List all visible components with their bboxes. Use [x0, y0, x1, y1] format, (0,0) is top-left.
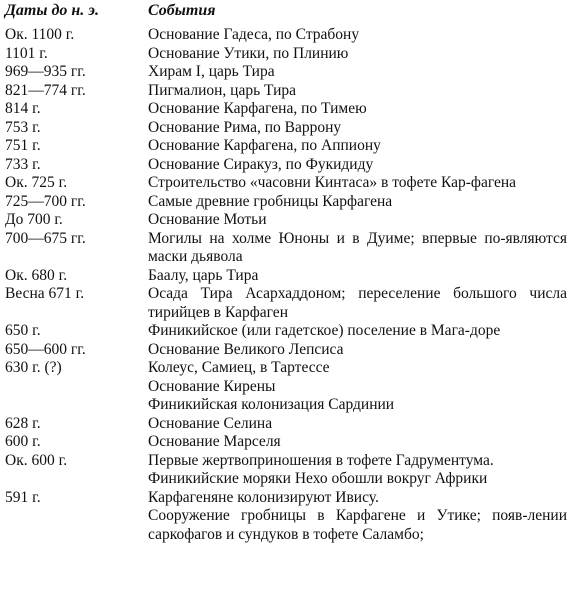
table-row	[5, 267, 567, 286]
row-date: 650 г.	[5, 322, 41, 339]
table-row	[5, 359, 567, 378]
row-event: Основание Карфагена, по Тимею	[148, 100, 367, 117]
chronology-table	[5, 0, 567, 544]
row-event: Основание Рима, по Варрону	[148, 118, 342, 136]
row-date	[5, 396, 148, 415]
row-date	[5, 378, 148, 397]
table-row	[5, 174, 567, 193]
row-event: Основание Гадеса, по Страбону	[148, 26, 360, 43]
row-date: 814 г.	[5, 100, 41, 117]
table-row	[5, 378, 567, 397]
row-date: 753 г.	[5, 118, 41, 136]
row-date	[5, 507, 148, 544]
row-event: Самые древние гробницы Карфагена	[148, 192, 393, 210]
row-date: Ок. 1100 г.	[5, 26, 75, 43]
row-date: 733 г.	[5, 155, 41, 173]
row-event: Колеус, Самиец, в Тартессе	[148, 359, 330, 376]
row-event: Основание Утики, по Плинию	[148, 44, 349, 62]
table-row	[5, 230, 567, 267]
table-row	[5, 156, 567, 175]
table-row	[5, 211, 567, 230]
row-date: 591 г.	[5, 488, 41, 506]
row-event: Основание Великого Лепсиса	[148, 340, 344, 358]
row-event: Основание Мотьи	[148, 211, 267, 228]
row-date: До 700 г.	[5, 211, 63, 228]
row-date: 725—700 гг.	[5, 192, 86, 210]
table-row	[5, 433, 567, 452]
row-event: Осада Тира Асархаддоном; переселение большого числа тирийцев в Карфаген	[148, 285, 567, 321]
table-row	[5, 137, 567, 156]
row-event: Основание Карфагена, по Аппиону	[148, 137, 381, 154]
table-row	[5, 193, 567, 212]
row-event: Основание Кирены	[148, 377, 276, 395]
table-row	[5, 100, 567, 119]
events-column-header: События	[148, 2, 216, 19]
row-date: Ок. 600 г.	[5, 451, 68, 469]
row-event: Финикийское (или гадетское) поселение в Мага-доре	[148, 322, 501, 339]
row-event: Сооружение гробницы в Карфагене и Утике; появ-лении саркофагов и сундуков в тофете Саламбо;	[148, 507, 567, 543]
row-date: 650—600 гг.	[5, 340, 86, 358]
row-event: Основание Сиракуз, по Фукидиду	[148, 155, 374, 173]
table-header	[5, 0, 567, 20]
row-date: 751 г.	[5, 137, 41, 154]
table-row	[5, 63, 567, 82]
table-row	[5, 26, 567, 45]
row-event: Могилы на холме Юноны и в Дуиме; впервые по-являются маски дьявола	[148, 229, 567, 265]
table-row	[5, 452, 567, 471]
row-date: 630 г. (?)	[5, 359, 62, 376]
table-row	[5, 507, 567, 544]
row-event: Основание Селина	[148, 414, 273, 432]
table-row	[5, 341, 567, 360]
row-event: Баалу, царь Тира	[148, 266, 259, 284]
row-date	[5, 470, 148, 489]
row-date: 600 г.	[5, 433, 41, 450]
table-row	[5, 415, 567, 434]
table-row	[5, 82, 567, 101]
row-event: Финикийская колонизация Сардинии	[148, 396, 395, 413]
table-row	[5, 322, 567, 341]
table-row	[5, 119, 567, 138]
table-row	[5, 470, 567, 489]
dates-column-header: Даты до н. э.	[5, 2, 99, 19]
table-row	[5, 489, 567, 508]
row-event: Карфагеняне колонизируют Ивису.	[148, 488, 379, 506]
table-row	[5, 285, 567, 322]
row-date: Весна 671 г.	[5, 285, 85, 302]
row-event: Строительство «часовни Кинтаса» в тофете Кар-фагена	[148, 174, 517, 191]
row-event: Хирам I, царь Тира	[148, 63, 275, 80]
row-event: Первые жертвоприношения в тофете Гадрументума.	[148, 451, 494, 469]
row-date: 628 г.	[5, 414, 41, 432]
row-date: 700—675 гг.	[5, 229, 86, 247]
row-date: 1101 г.	[5, 44, 48, 62]
table-row	[5, 396, 567, 415]
row-event: Финикийские моряки Нехо обошли вокруг Африки	[148, 470, 488, 487]
row-event: Основание Марселя	[148, 433, 281, 450]
table-row	[5, 45, 567, 64]
row-date: Ок. 725 г.	[5, 174, 68, 191]
row-event: Пигмалион, царь Тира	[148, 81, 297, 99]
row-date: 821—774 гг.	[5, 81, 86, 99]
row-date: 969—935 гг.	[5, 63, 86, 80]
row-date: Ок. 680 г.	[5, 266, 68, 284]
